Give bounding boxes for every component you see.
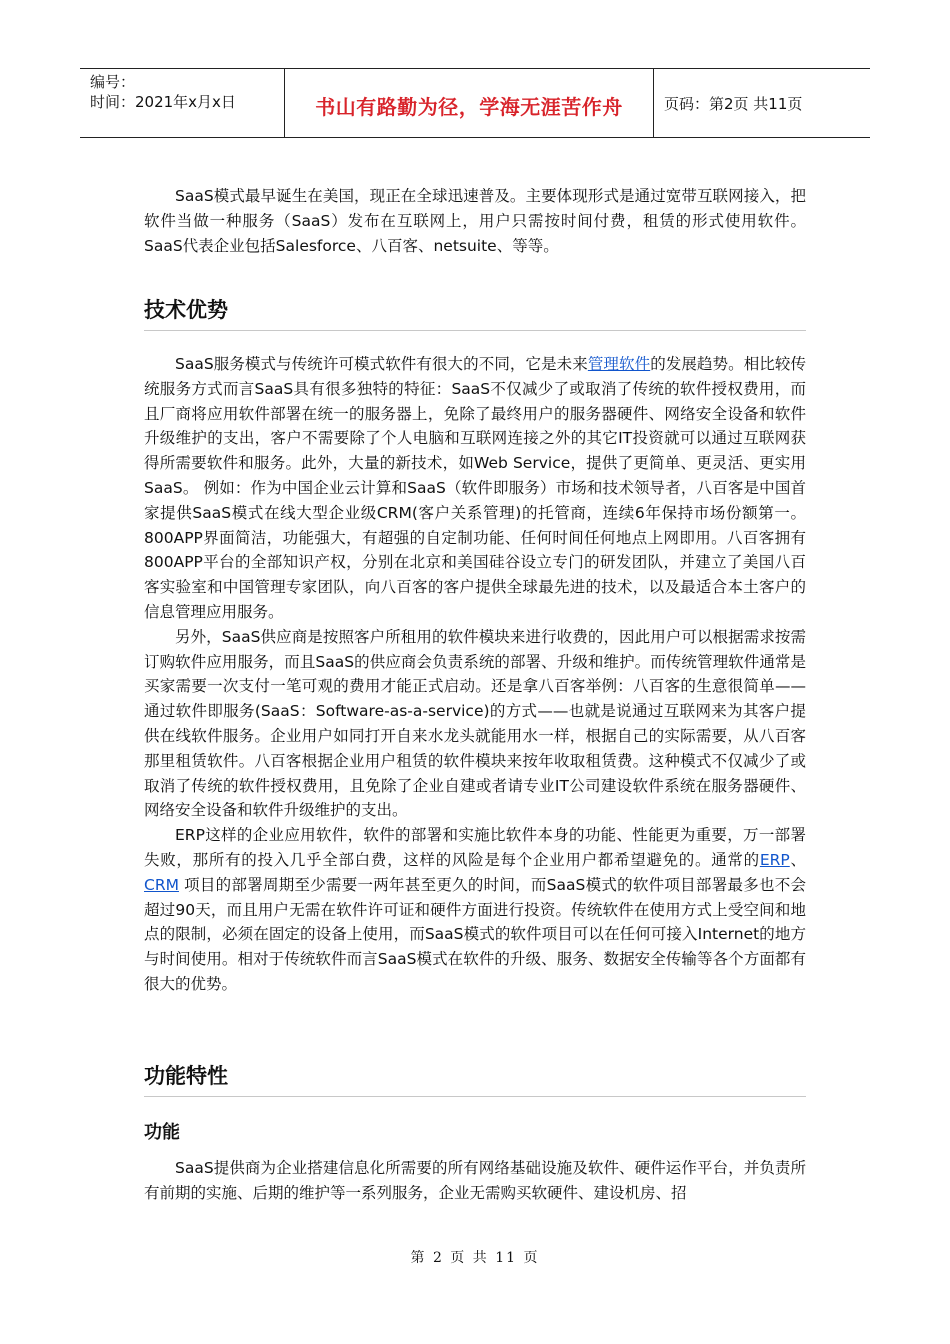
tech-section-heading-block [144,294,806,331]
document-number-label: 编号： [90,73,136,91]
subheading-function: 功能 [144,1122,180,1143]
intro-block [144,184,806,258]
erp-link[interactable]: ERP [759,850,790,869]
header-motto-cell [285,69,654,137]
tech-paragraph-3-separator: 、 [789,850,806,869]
header-motto: 书山有路勤为径，学海无涯苦作舟 [315,95,623,119]
tech-paragraph-3 [144,823,806,997]
header-meta-cell [80,69,285,137]
header-page-info: 页码：第2页 共11页 [664,95,803,113]
tech-paragraph-2: 另外，SaaS供应商是按照客户所租用的软件模块来进行收费的，因此用户可以根据需求按需订购软件应用服务，而且SaaS的供应商会负责系统的部署、升级和维护。而传统管理软件通常是买家需要一次支付一笔可观的费用才能正式启动。还是拿八百客举例：八百客的生意很简单——通过软件即服务(SaaS：Software-as-a-service)的方式——也就是说通过互联网来为其客户提供在线软件服务。企业用户如同打开自来水龙头就能用水一样，根据自己的实际需要，从八百客那里租赁软件。八百客根据企业用户租赁的软件模块来按年收取租赁费。这种模式不仅减少了或取消了传统的软件授权费用，且免除了企业自建或者请专业IT公司建设软件系统在服务器硬件、网络安全设备和软件升级维护的支出。 [144,627,806,820]
tech-paragraph-1 [144,352,806,625]
tech-section-body [144,352,806,997]
section-heading-features: 功能特性 [144,1060,806,1097]
crm-link[interactable]: CRM [144,875,179,894]
tech-paragraph-3-text-b: 项目的部署周期至少需要一两年甚至更久的时间，而SaaS模式的软件项目部署最多也不会超过90天，而且用户无需在软件许可证和硬件方面进行投资。传统软件在使用方式上受空间和地点的限制，必须在固定的设备上使用，而SaaS模式的软件项目可以在任何可接入Internet的地方与时间使用。相对于传统软件而言SaaS模式在软件的升级、服务、数据安全传输等各个方面都有很大的优势。 [144,875,806,993]
tech-paragraph-3-text-a: ERP这样的企业应用软件，软件的部署和实施比软件本身的功能、性能更为重要，万一部署失败，那所有的投入几乎全部白费，这样的风险是每个企业用户都希望避免的。通常的 [144,826,806,869]
page-footer: 第 2 页 共 11 页 [410,1250,540,1266]
page-header [80,68,870,138]
feature-section-heading-block [144,1060,806,1097]
feature-section-body [144,1156,806,1206]
document-date-label: 时间：2021年x月x日 [90,93,236,111]
intro-paragraph: SaaS模式最早诞生在美国，现正在全球迅速普及。主要体现形式是通过宽带互联网接入，把软件当做一种服务（SaaS）发布在互联网上，用户只需按时间付费，租赁的形式使用软件。SaaS代表企业包括Salesforce、八百客、netsuite、等等。 [144,187,806,255]
tech-paragraph-1-text-a: SaaS服务模式与传统许可模式软件有很大的不同，它是未来 [175,355,588,373]
tech-paragraph-1-text-b: 的发展趋势。相比较传统服务方式而言SaaS具有很多独特的特征：SaaS不仅减少了或取消了传统的软件授权费用，而且厂商将应用软件部署在统一的服务器上，免除了最终用户的服务器硬件、网络安全设备和软件升级维护的支出，客户不需要除了个人电脑和互联网连接之外的其它IT投资就可以通过互联网获得所需要软件和服务。此外，大量的新技术，如Web Service，提供了更简单、更灵活、更实用SaaS。 例如：作为中国企业云计算和SaaS（软件即服务）市场和技术领导者，八百客是中国首家提供SaaS模式在线大型企业级CRM(客户关系管理)的托管商，连续6年保持市场份额第一。800APP界面简洁，功能强大，有超强的自定制功能、任何时间任何地点上网即用。八百客拥有800APP平台的全部知识产权，分别在北京和美国硅谷设立专门的研发团队，并建立了美国八百客实验室和中国管理专家团队，向八百客的客户提供全球最先进的技术，以及最适合本土客户的信息管理应用服务。 [144,355,806,621]
feature-subheading-block [144,1118,806,1144]
header-page-cell [654,69,870,137]
management-software-link[interactable]: 管理软件 [587,355,651,373]
section-heading-tech: 技术优势 [144,294,806,331]
feature-paragraph-1: SaaS提供商为企业搭建信息化所需要的所有网络基础设施及软件、硬件运作平台，并负责所有前期的实施、后期的维护等一系列服务，企业无需购买软硬件、建设机房、招 [144,1159,806,1202]
